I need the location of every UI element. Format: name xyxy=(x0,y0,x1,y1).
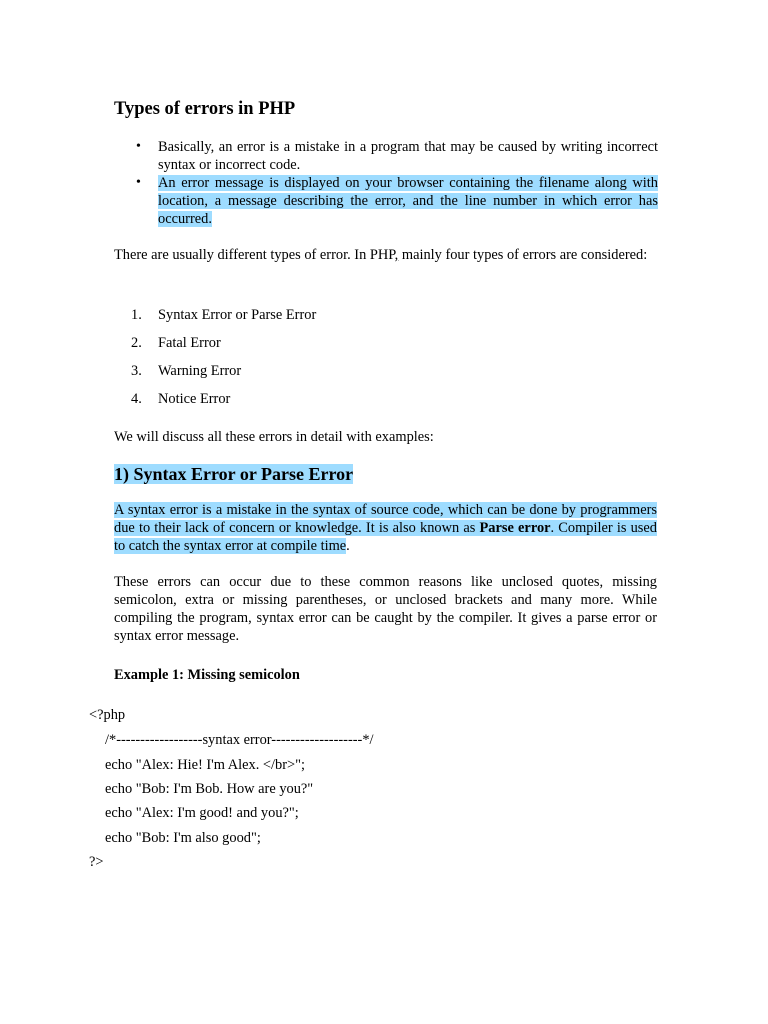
list-number: 4. xyxy=(131,391,142,407)
code-line: echo "Bob: I'm Bob. How are you?" xyxy=(105,781,314,797)
code-line: <?php xyxy=(89,707,126,723)
intro-bullet-list xyxy=(136,138,658,228)
bullet-item xyxy=(136,174,658,228)
list-item xyxy=(131,390,316,418)
code-line: echo "Alex: Hie! I'm Alex. </br>"; xyxy=(105,757,306,773)
list-label: Warning Error xyxy=(158,363,242,379)
section-heading-text: 1) Syntax Error or Parse Error xyxy=(114,464,354,484)
list-item xyxy=(131,362,316,390)
syntax-text-start: A syntax error is a mistake in the syntax of source code, which can be done by programmers due to their lack of concern or knowledge. It is also known as xyxy=(114,502,657,536)
code-line: echo "Alex: I'm good! and you?"; xyxy=(105,805,299,821)
example-heading: Example 1: Missing semicolon xyxy=(114,667,300,683)
parse-error-term: Parse error xyxy=(479,520,551,536)
error-types-list xyxy=(131,306,316,418)
intro-comma: , xyxy=(394,247,399,263)
intro-text-end: mainly four types of errors are considered: xyxy=(398,247,648,263)
syntax-period: . xyxy=(346,538,350,554)
intro-paragraph xyxy=(114,246,657,264)
intro-text-start: There are usually different types of error. In PHP xyxy=(114,247,395,263)
bullet-item xyxy=(136,138,658,174)
syntax-text-end: . Compiler is used to catch the syntax error at compile time xyxy=(114,520,657,554)
list-label: Notice Error xyxy=(158,391,231,407)
list-item xyxy=(131,306,316,334)
list-item xyxy=(131,334,316,362)
code-line: ?> xyxy=(89,854,104,870)
code-line: echo "Bob: I'm also good"; xyxy=(105,830,261,846)
list-number: 2. xyxy=(131,335,142,351)
list-number: 3. xyxy=(131,363,142,379)
list-label: Fatal Error xyxy=(158,335,221,351)
page-title: Types of errors in PHP xyxy=(114,99,296,119)
section-heading xyxy=(114,463,353,485)
bullet-text-highlighted: An error message is displayed on your browser containing the filename along with location, a message describing the error, and the line number in which error has occurred. xyxy=(158,175,658,227)
reasons-paragraph: These errors can occur due to these common reasons like unclosed quotes, missing semicolon, extra or missing parentheses, or unclosed brackets and many more. While compiling the program, syntax error can be caught by the compiler. It gives a parse error or syntax error message. xyxy=(114,574,657,644)
syntax-paragraph xyxy=(114,501,657,555)
list-label: Syntax Error or Parse Error xyxy=(158,307,317,323)
bullet-dot-icon: • xyxy=(136,175,141,190)
code-line: /*------------------syntax error-------------------*/ xyxy=(105,732,374,748)
bullet-text: Basically, an error is a mistake in a program that may be caused by writing incorrect syntax or incorrect code. xyxy=(158,139,658,173)
bullet-dot-icon: • xyxy=(136,139,141,154)
list-number: 1. xyxy=(131,307,142,323)
discuss-paragraph: We will discuss all these errors in detail with examples: xyxy=(114,429,434,445)
